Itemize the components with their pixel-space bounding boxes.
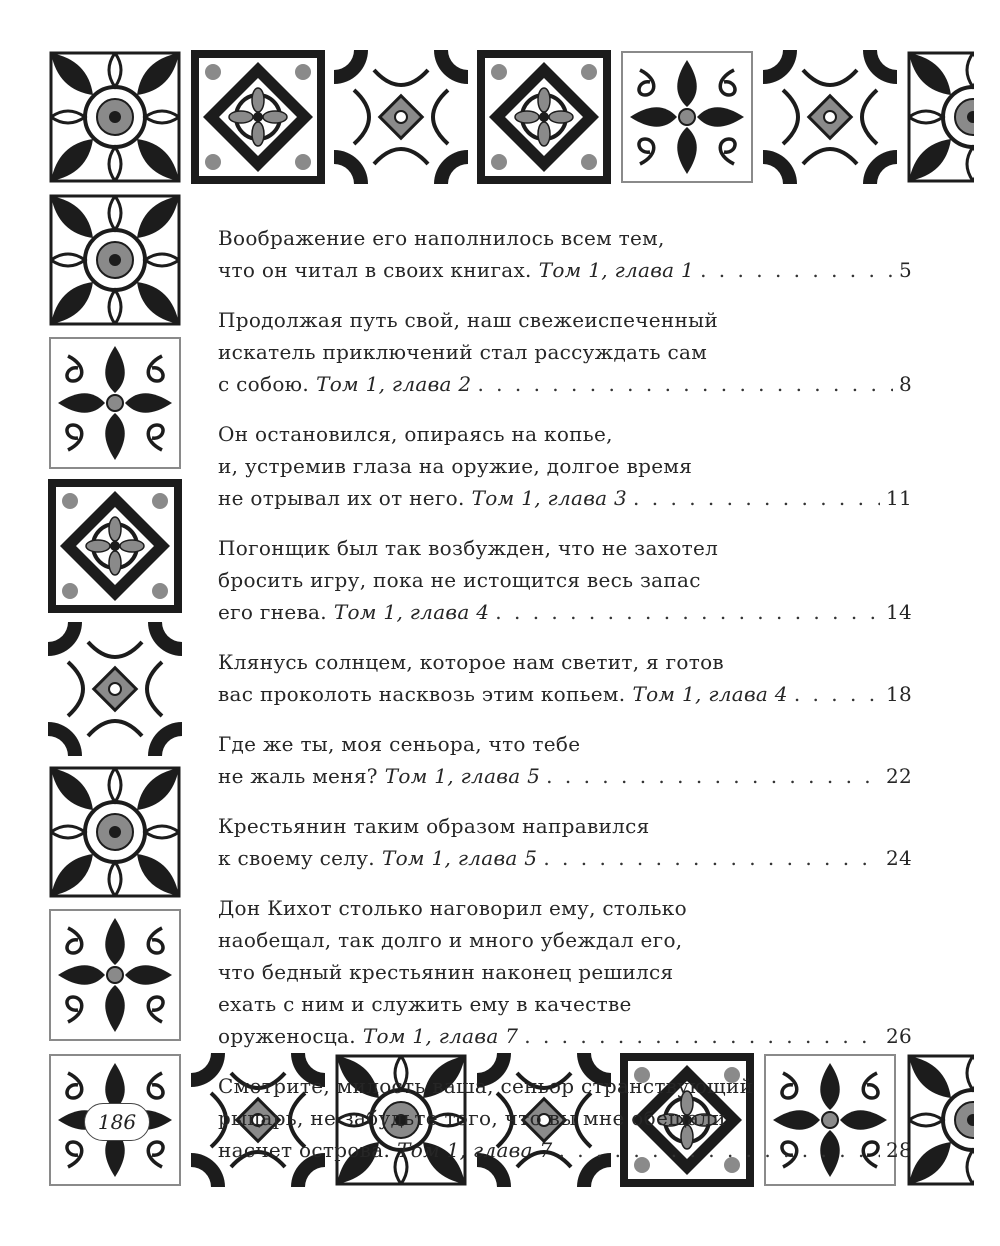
toc-entry-text-line: Погонщик был так возбужден, что не захотел [218,536,719,560]
toc-entry-text-line: что он читал в своих книгах. [218,258,532,282]
toc-entry-text-line: насчет острова. [218,1138,391,1162]
toc-page-number: 11 [885,486,912,510]
chapter-reference: Том 1, глава 1 [538,258,695,282]
ornamental-tile [48,336,182,470]
toc-entry [218,810,912,874]
toc-entry-text-line: вас проколоть насквозь этим копьем. [218,682,626,706]
toc-page-number: 24 [885,846,912,870]
chapter-reference: Том 1, глава 4 [333,600,490,624]
ornamental-tile [906,50,974,184]
toc-entry-text-line: Он остановился, опираясь на копье, [218,422,613,446]
dot-leader [546,760,880,792]
toc-entry [218,532,912,628]
toc-entry-text-line: Крестьянин таким образом направился [218,814,650,838]
toc-page-number: 28 [885,1138,912,1162]
chapter-reference: Том 1, глава 4 [632,682,788,706]
ornamental-tile [763,50,897,184]
toc-entry-text-line: и, устремив глаза на оружие, долгое время [218,454,693,478]
ornamental-tile [48,193,182,327]
dot-leader [477,368,893,400]
ornamental-tile [191,50,325,184]
toc-page-number: 14 [885,600,912,624]
toc-entry-last-line [218,760,912,792]
toc-entry-text-line: бросить игру, пока не истощится весь запас [218,568,701,592]
toc-entry-last-line [218,678,912,710]
table-of-contents [218,222,912,1184]
toc-entry-last-line [218,482,912,514]
ornamental-tile [334,50,468,184]
dot-leader [633,482,880,514]
toc-entry-last-line [218,1134,912,1166]
toc-entry-text-line: рыцарь, не забудьте того, что вы мне обещали [218,1106,726,1130]
toc-entry-text-line: к своему селу. [218,846,375,870]
toc-entry-text-line: не отрывал их от него. [218,486,465,510]
toc-entry-last-line [218,596,912,628]
toc-entry-text-line: наобещал, так долго и много убеждал его, [218,928,683,952]
chapter-reference: Том 1, глава 2 [316,372,472,396]
toc-page-number: 8 [898,372,912,396]
toc-entry-last-line [218,842,912,874]
dot-leader [495,596,880,628]
dot-leader [524,1020,880,1052]
toc-entry-text-line: Дон Кихот столько наговорил ему, столько [218,896,687,920]
ornamental-tile [48,765,182,899]
toc-page-number: 18 [885,682,912,706]
toc-entry-last-line [218,254,912,286]
toc-entry [218,418,912,514]
toc-entry-text-line: его гнева. [218,600,327,624]
dot-leader [700,254,893,286]
toc-entry-text-line: Воображение его наполнилось всем тем, [218,226,665,250]
ornamental-tile [48,479,182,613]
toc-entry [218,222,912,286]
chapter-reference: Том 1, глава 7 [362,1024,519,1048]
chapter-reference: Том 1, глава 3 [471,486,628,510]
toc-entry [218,728,912,792]
page-number: 186 [84,1103,150,1141]
chapter-reference: Том 1, глава 5 [381,846,538,870]
dot-leader [543,842,880,874]
toc-entry [218,892,912,1052]
toc-entry-text-line: искатель приключений стал рассуждать сам [218,340,708,364]
ornamental-tile [48,908,182,1042]
toc-page-number: 26 [885,1024,912,1048]
toc-page-number: 5 [898,258,912,282]
toc-entry [218,304,912,400]
toc-entry-text-line: Где же ты, моя сеньора, что тебе [218,732,581,756]
toc-entry-text-line: Клянусь солнцем, которое нам светит, я готов [218,650,724,674]
toc-entry-text-line: с собою. [218,372,310,396]
chapter-reference: Том 1, глава 7 [397,1138,553,1162]
ornamental-tile [906,1053,974,1187]
dot-leader [559,1134,880,1166]
toc-entry [218,646,912,710]
dot-leader [794,678,880,710]
toc-entry-text-line: не жаль меня? [218,764,378,788]
toc-entry [218,1070,912,1166]
chapter-reference: Том 1, глава 5 [384,764,541,788]
toc-entry-last-line [218,368,912,400]
toc-entry-text-line: оруженосца. [218,1024,356,1048]
ornamental-tile [48,622,182,756]
ornamental-tile [477,50,611,184]
toc-entry-text-line: что бедный крестьянин наконец решился [218,960,674,984]
ornamental-tile [620,50,754,184]
ornamental-tile [48,50,182,184]
toc-entry-text-line: ехать с ним и служить ему в качестве [218,992,632,1016]
toc-entry-text-line: Продолжая путь свой, наш свежеиспеченный [218,308,718,332]
toc-entry-last-line [218,1020,912,1052]
toc-page-number: 22 [885,764,912,788]
toc-entry-text-line: Смотрите, милость ваша, сеньор странствующий [218,1074,754,1098]
